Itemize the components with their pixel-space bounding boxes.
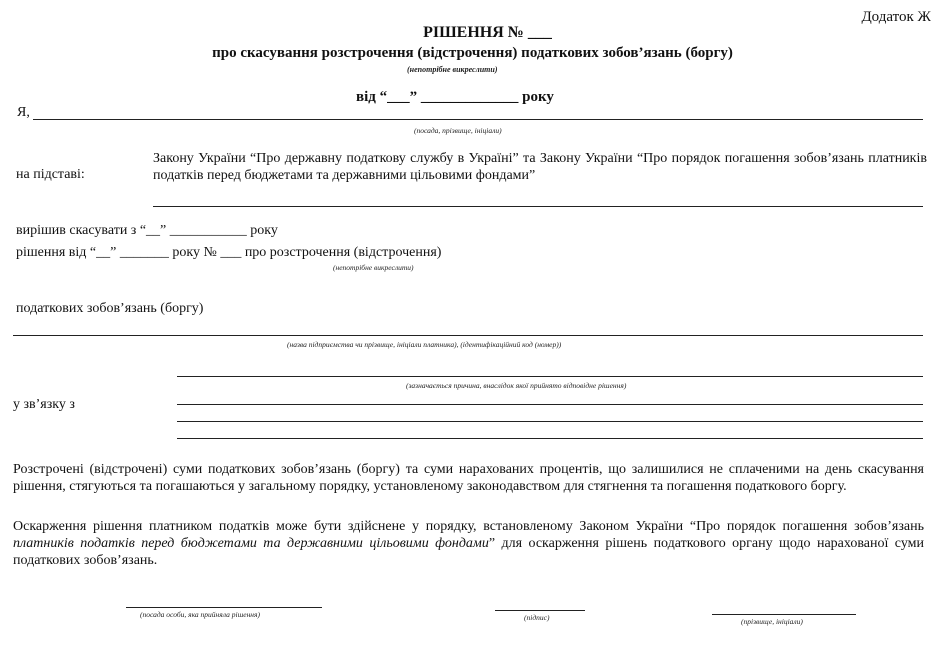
decision-text: рішення від “__” _______ року № ___ про розстрочення (відстрочення) (16, 245, 442, 260)
i-line (33, 119, 923, 120)
name-signature-line (712, 614, 856, 615)
date-line: від “___” _____________ року (356, 89, 554, 105)
decision-caption: (непотрібне викреслити) (333, 263, 414, 272)
basis-text: Закону України “Про державну податкову службу в Україні” та Закону України “Про порядок погашення зобов’язань платників податків перед бюджетами та державними цільовими фондами” (153, 151, 927, 183)
basis-line (153, 206, 923, 207)
payer-line (13, 335, 923, 336)
reason-line-2 (177, 404, 923, 405)
name-caption: (прізвище, ініціали) (741, 617, 803, 626)
position-caption: (посада особи, яка прийняла рішення) (140, 610, 260, 619)
reason-line-4 (177, 438, 923, 439)
due-label: у зв’язку з (13, 397, 75, 412)
document-subtitle: про скасування розстрочення (відстрочення) податкових зобов’язань (боргу) (212, 45, 733, 61)
sign-line (495, 610, 585, 611)
position-signature-line (126, 607, 322, 608)
paragraph-2-b: платників податків перед бюджетами та державними цільовими фондами (13, 536, 489, 551)
payer-caption: (назва підприємства чи прізвище, ініціали платника), (ідентифікаційний код (номер)) (287, 340, 562, 349)
i-caption: (посада, прізвище, ініціали) (414, 126, 502, 135)
reason-line-3 (177, 421, 923, 422)
document-title: РІШЕННЯ № ___ (423, 24, 552, 41)
note-unneeded: (непотрібне викреслити) (407, 65, 498, 74)
paragraph-2-a: Оскарження рішення платником податків може бути здійснене у порядку, встановленому Законом України “Про порядок погашення зобов’язань (13, 519, 924, 534)
paragraph-2-c: ” для оскарження рішень податкового органу щодо нарахованої суми податкових зобов’язань. (13, 536, 924, 568)
obligations-label: податкових зобов’язань (боргу) (16, 301, 204, 316)
reason-caption: (зазначається причина, внаслідок якої прийнято відповідне рішення) (406, 381, 627, 390)
sign-caption: (підпис) (524, 613, 550, 622)
annex-label: Додаток Ж (861, 9, 931, 25)
basis-label: на підставі: (16, 167, 85, 182)
decided-text: вирішив скасувати з “__” ___________ року (16, 223, 278, 238)
paragraph-1: Розстрочені (відстрочені) суми податкових зобов’язань (боргу) та суми нарахованих процентів, що залишилися не сплаченими на день скасування рішення, стягуються та погашаються у загальному порядку, установленому законодавством для стягнення та погашення податкового боргу. (13, 462, 924, 494)
reason-line-1 (177, 376, 923, 377)
paragraph-2 (13, 518, 924, 569)
i-label: Я, (17, 105, 30, 120)
